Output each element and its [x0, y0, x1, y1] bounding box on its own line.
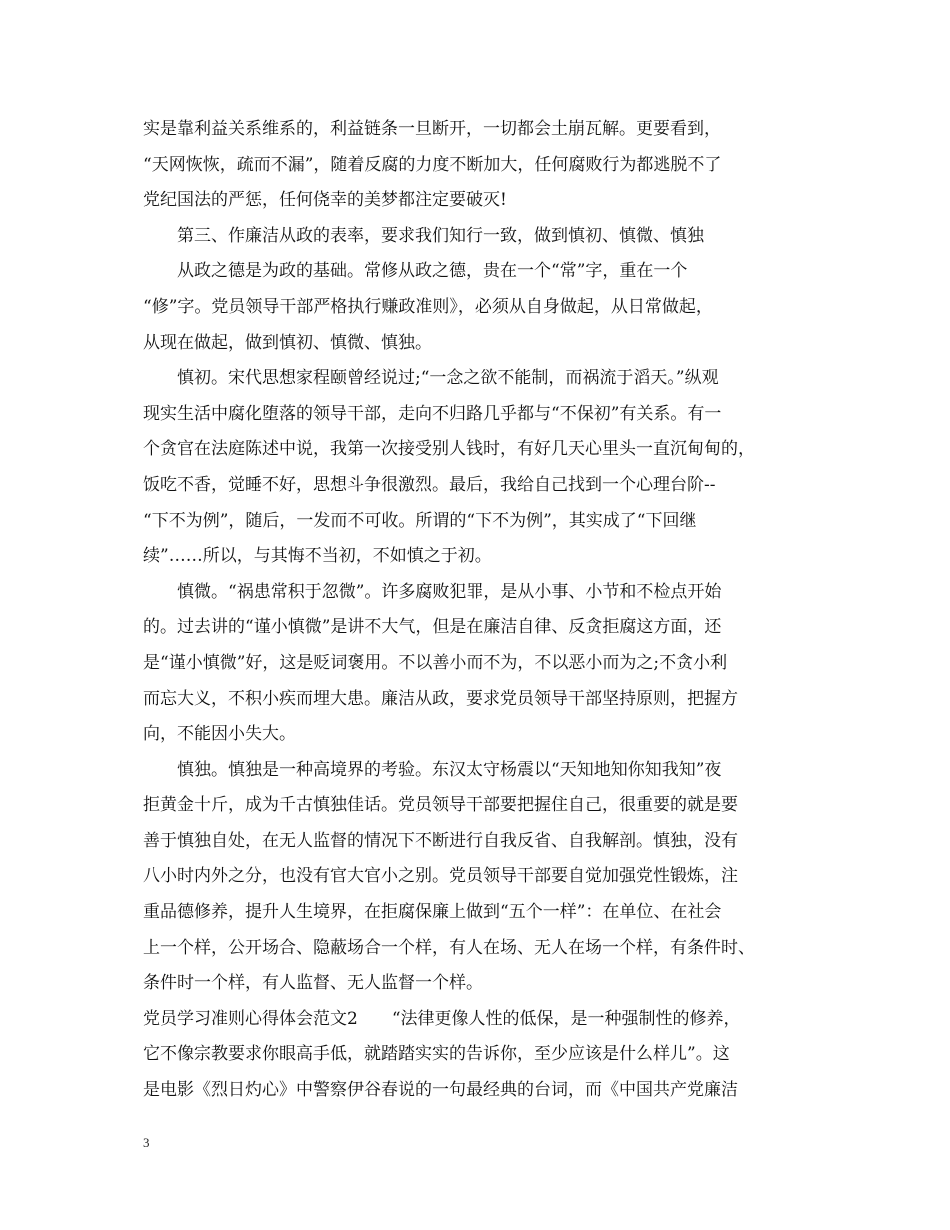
text-line: 实是靠利益关系维系的，利益链条一旦断开，一切都会土崩瓦解。更要看到，: [143, 119, 721, 139]
text-line: 党员学习准则心得体会范文2 “法律更像人性的低保，是一种强制性的修养，: [143, 1008, 741, 1029]
text-line: 拒黄金十斤，成为千古慎独佳话。党员领导干部要把握住自己，很重要的就是要: [143, 795, 738, 816]
text-line: 它不像宗教要求你眼高手低，就踏踏实实的告诉你，至少应该是什么样儿”。这: [143, 1044, 730, 1065]
section-heading: 第三、作廉洁从政的表率，要求我们知行一致，做到慎初、慎微、慎独: [143, 225, 704, 246]
text-line: 八小时内外之分，也没有官大官小之别。党员领导干部要自觉加强党性锻炼，注: [143, 866, 738, 887]
page-number: 3: [143, 1135, 150, 1150]
text-line: 慎独。慎独是一种高境界的考验。东汉太守杨震以“天知地知你知我知”夜: [143, 759, 722, 780]
text-line: 个贪官在法庭陈述中说，我第一次接受别人钱时，有好几天心里头一直沉甸甸的，: [143, 439, 755, 460]
text-line: 从现在做起，做到慎初、慎微、慎独。: [143, 332, 432, 353]
text-line: 是电影《烈日灼心》中警察伊谷春说的一句最经典的台词，而《中国共产党廉洁: [143, 1080, 738, 1101]
text-line: 向，不能因小失大。: [143, 724, 296, 745]
text-line: 从政之德是为政的基础。常修从政之德，贵在一个“常”字，重在一个: [143, 261, 688, 282]
body-text: [143, 112, 833, 1109]
text-line: 慎初。宋代思想家程颐曾经说过;“一念之欲不能制，而祸流于滔天。”纵观: [143, 368, 719, 389]
text-line: 慎微。“祸患常积于忽微”。许多腐败犯罪，是从小事、小节和不检点开始: [143, 581, 722, 602]
text-line: 上一个样，公开场合、隐蔽场合一个样，有人在场、无人在场一个样，有条件时、: [143, 937, 755, 958]
text-line: 饭吃不香，觉睡不好，思想斗争很激烈。最后，我给自己找到一个心理台阶--: [143, 474, 716, 495]
text-line: “下不为例”，随后，一发而不可收。所谓的“下不为例”，其实成了“下回继: [143, 510, 697, 531]
text-line: 是“谨小慎微”好，这是贬词褒用。不以善小而不为，不以恶小而为之;不贪小利: [143, 652, 728, 673]
text-line: 现实生活中腐化堕落的领导干部，走向不归路几乎都与“不保初”有关系。有一: [143, 403, 722, 424]
text-line: 的。过去讲的“谨小慎微”是讲不大气，但是在廉洁自律、反贪拒腐这方面，还: [143, 617, 722, 638]
text-line: “修”字。党员领导干部严格执行赚政准则》，必须从自身做起，从日常做起，: [143, 296, 713, 317]
text-line: “天网恢恢，疏而不漏”，随着反腐的力度不断加大，任何腐败行为都逃脱不了: [143, 154, 722, 175]
text-line: 重品德修养，提升人生境界，在拒腐保廉上做到“五个一样”：在单位、在社会: [143, 902, 722, 923]
text-line: 而忘大义，不积小疾而埋大患。廉洁从政，要求党员领导干部坚持原则，把握方: [143, 688, 738, 709]
text-line: 善于慎独自处，在无人监督的情况下不断进行自我反省、自我解剖。慎独，没有: [143, 830, 738, 851]
text-line: 条件时一个样，有人监督、无人监督一个样。: [143, 973, 483, 994]
text-line: 续”……所以，与其悔不当初，不如慎之于初。: [143, 546, 492, 567]
text-line: 党纪国法的严惩，任何侥幸的美梦都注定要破灭!: [143, 190, 507, 211]
